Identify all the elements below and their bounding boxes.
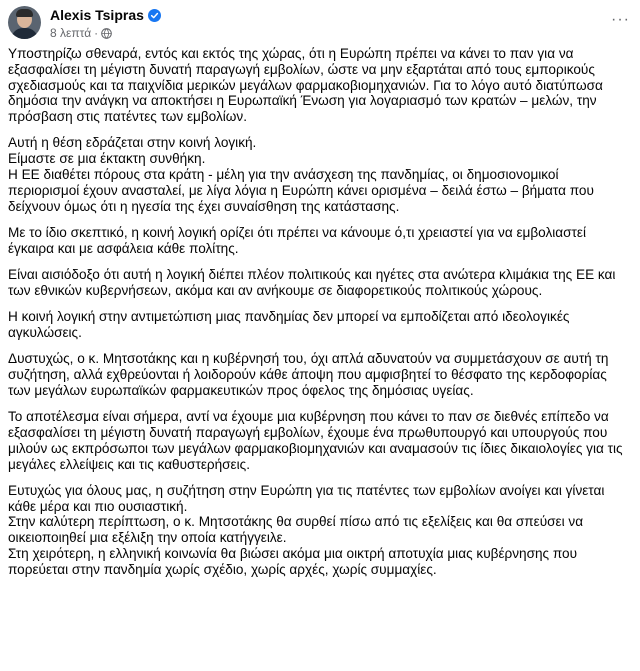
verified-badge-icon	[148, 9, 161, 22]
post-text-line: Υποστηρίζω σθεναρά, εντός και εκτός της χώρας, ότι η Ευρώπη πρέπει να κάνει το παν για να εξασφαλίσει τη μέγιστη δυνατή παραγωγή εμβολίων, ώστε να μην εξαρτάται από τους εμπορικούς σχεδιασμούς και τα παιχνίδια μερικών μεγάλων φαρμακοβιομηχανιών. Για το λόγο αυτό διατύπωσα δημόσια την ανάγκη να αποκτήσει η Ευρωπαϊκή Ένωση για λογαριασμό των κρατών – μελών, την πρόσβαση στις πατέντες των εμβολίων.	[8, 46, 603, 125]
avatar[interactable]	[8, 6, 41, 39]
author-row	[50, 7, 161, 23]
post-text-line: Δυστυχώς, ο κ. Μητσοτάκης και η κυβέρνησή του, όχι απλά αδυνατούν να συμμετάσχουν σε αυτή τη συζήτηση, αλλά εχθρεύονται ή λοιδορούν κάθε άποψη που αμφισβητεί το θέσφατο της κερδοφορίας των μεγάλων ευρωπαϊκών φαρμακευτικών προς όφελος της δημόσιας υγείας.	[8, 351, 609, 398]
post-text-line: Στην καλύτερη περίπτωση, ο κ. Μητσοτάκης θα συρθεί πίσω από τις εξελίξεις και θα σπεύσει να οικειοποιηθεί μια εξέλιξη την οποία κατήγγειλε.	[8, 514, 584, 546]
post-text-line: Αυτή η θέση εδράζεται στην κοινή λογική.	[8, 135, 257, 151]
post-body	[8, 46, 632, 588]
post-meta	[50, 26, 112, 40]
post-text-line: Η ΕΕ διαθέτει πόρους στα κράτη - μέλη για την ανάσχεση της πανδημίας, οι δημοσιονομικοί περιορισμοί έχουν ανασταλεί, με λίγα λόγια η Ευρώπη κάνει ορισμένα – δειλά έστω – βήματα που δείχνουν όμως ότι η ηγεσία της έχει συναίσθηση της κατάστασης.	[8, 167, 594, 214]
post-text-line: Η κοινή λογική στην αντιμετώπιση μιας πανδημίας δεν μπορεί να εμποδίζεται από ιδεολογικές αγκυλώσεις.	[8, 309, 570, 340]
post-text-line: Με το ίδιο σκεπτικό, η κοινή λογική ορίζει ότι πρέπει να κάνουμε ό,τι χρειαστεί για να εμβολιαστεί έγκαιρα και με ασφάλεια κάθε πολίτης.	[8, 224, 586, 256]
post-paragraph	[8, 267, 632, 299]
post-text-line: Είμαστε σε μια έκτακτη συνθήκη.	[8, 151, 206, 167]
post-paragraph	[8, 46, 632, 125]
post-header	[8, 6, 632, 40]
post-paragraph	[8, 483, 632, 578]
post-paragraph	[8, 225, 632, 257]
meta-separator: ·	[94, 26, 99, 40]
globe-icon[interactable]	[101, 28, 112, 39]
more-options-icon[interactable]: ···	[611, 11, 630, 28]
author-name[interactable]: Alexis Tsipras	[50, 7, 144, 23]
post-paragraph	[8, 135, 632, 214]
post-paragraph	[8, 409, 632, 472]
post-paragraph	[8, 309, 632, 341]
post-text-line: Ευτυχώς για όλους μας, η συζήτηση στην Ευρώπη για τις πατέντες των εμβολίων ανοίγει και γίνεται κάθε μέρα και πιο ουσιαστική.	[8, 482, 605, 514]
post-paragraph	[8, 351, 632, 398]
post-text-line: Το αποτέλεσμα είναι σήμερα, αντί να έχουμε μια κυβέρνηση που κάνει το παν σε διεθνές επίπεδο να εξασφαλίσει τη μέγιστη δυνατή παραγωγή εμβολίων, έχουμε ένα πρωθυπουργό και υπουργούς που μιλούν ως εκπρόσωποι των μεγάλων φαρμακοβιομηχανιών και αναμασούν τις ίδιες δικαιολογίες για τις μεγάλες ελλείψεις και τις καθυστερήσεις.	[8, 409, 623, 472]
timestamp[interactable]: 8 λεπτά	[50, 26, 92, 40]
post-text-line: Στη χειρότερη, η ελληνική κοινωνία θα βιώσει ακόμα μια οικτρή αποτυχία μιας κυβέρνησης που πορεύεται στην πανδημία χωρίς σχέδιο, χωρίς αρχές, χωρίς συμμαχίες.	[8, 546, 578, 577]
post-text-line: Είναι αισιόδοξο ότι αυτή η λογική διέπει πλέον πολιτικούς και ηγέτες στα ανώτερα κλιμάκια της ΕΕ και των εθνικών κυβερνήσεων, ακόμα και αν ανήκουμε σε διαφορετικούς πολιτικούς χώρους.	[8, 267, 616, 298]
